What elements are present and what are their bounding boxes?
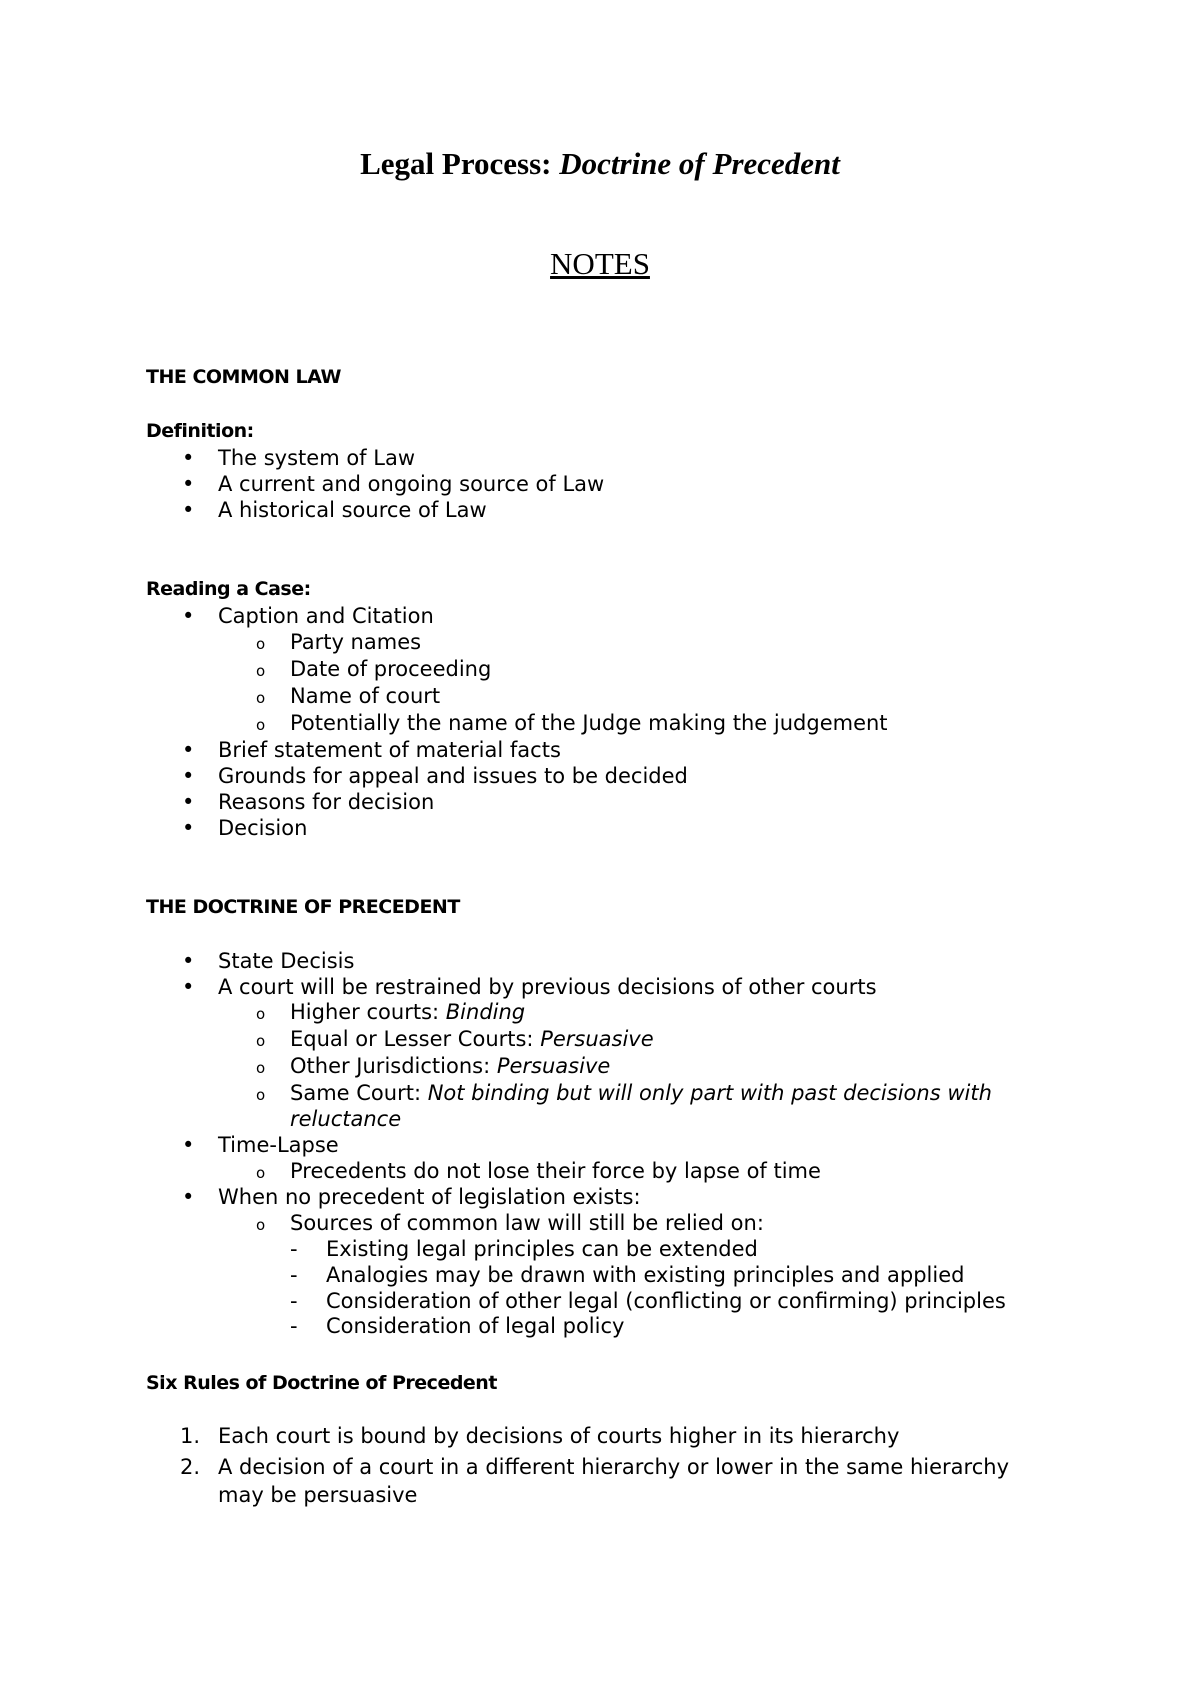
court-label: Same Court:	[290, 1081, 428, 1105]
circle-marker: o	[256, 1032, 266, 1050]
list-item: Date of proceeding	[290, 657, 492, 681]
bullet-marker: •	[182, 975, 195, 999]
list-item: A current and ongoing source of Law	[218, 472, 605, 496]
list-item: Decision	[218, 816, 308, 840]
circle-marker: o	[256, 1086, 266, 1104]
notes-heading: NOTES	[550, 246, 650, 281]
list-item: State Decisis	[218, 949, 355, 973]
bullet-marker: •	[182, 472, 195, 496]
circle-marker: o	[256, 662, 266, 680]
bullet-marker: •	[182, 738, 195, 762]
circle-marker: o	[256, 1005, 266, 1023]
title-main: Legal Process:	[360, 146, 560, 181]
list-item: Analogies may be drawn with existing principles and applied	[326, 1263, 965, 1287]
list-item: Consideration of legal policy	[326, 1314, 625, 1338]
definition-label: Definition:	[146, 420, 254, 442]
list-item: A court will be restrained by previous decisions of other courts	[218, 975, 877, 999]
list-item: Precedents do not lose their force by lapse of time	[290, 1159, 821, 1183]
bullet-marker: •	[182, 790, 195, 814]
list-item	[290, 999, 525, 1025]
bullet-marker: •	[182, 816, 195, 840]
dash-marker: -	[290, 1289, 298, 1313]
dash-marker: -	[290, 1314, 298, 1338]
list-item: Each court is bound by decisions of courts higher in its hierarchy	[218, 1424, 900, 1448]
circle-marker: o	[256, 716, 266, 734]
title-italic: Doctrine of Precedent	[559, 146, 840, 181]
dash-marker: -	[290, 1237, 298, 1261]
bullet-marker: •	[182, 949, 195, 973]
court-value: Persuasive	[496, 1054, 611, 1078]
six-rules-heading: Six Rules of Doctrine of Precedent	[146, 1372, 497, 1394]
list-item	[290, 1053, 610, 1079]
court-label: Other Jurisdictions:	[290, 1054, 497, 1078]
common-law-heading: THE COMMON LAW	[146, 366, 341, 388]
court-label: Higher courts:	[290, 1000, 446, 1024]
list-item: Brief statement of material facts	[218, 738, 561, 762]
circle-marker: o	[256, 1164, 266, 1182]
list-item: Sources of common law will still be relied on:	[290, 1211, 764, 1235]
circle-marker: o	[256, 689, 266, 707]
list-number: 1.	[180, 1424, 201, 1448]
list-item: Party names	[290, 630, 422, 654]
list-item: Consideration of other legal (conflicting or confirming) principles	[326, 1289, 1006, 1313]
circle-marker: o	[256, 635, 266, 653]
circle-marker: o	[256, 1059, 266, 1077]
list-item: Caption and Citation	[218, 604, 434, 628]
bullet-marker: •	[182, 764, 195, 788]
list-item: Reasons for decision	[218, 790, 435, 814]
list-item-continuation: reluctance	[290, 1107, 402, 1131]
bullet-marker: •	[182, 604, 195, 628]
list-item: A historical source of Law	[218, 498, 487, 522]
list-item: Grounds for appeal and issues to be decided	[218, 764, 688, 788]
list-item-continuation: may be persuasive	[218, 1483, 418, 1507]
court-value: Binding	[445, 1000, 526, 1024]
list-item: The system of Law	[218, 446, 415, 470]
bullet-marker: •	[182, 446, 195, 470]
document-title	[0, 144, 1200, 184]
reading-case-label: Reading a Case:	[146, 578, 311, 600]
circle-marker: o	[256, 1216, 266, 1234]
list-number: 2.	[180, 1455, 201, 1479]
court-value: Persuasive	[540, 1027, 654, 1051]
list-item: A decision of a court in a different hierarchy or lower in the same hierarchy	[218, 1455, 1009, 1479]
list-item: Time-Lapse	[218, 1133, 339, 1157]
bullet-marker: •	[182, 1133, 195, 1157]
list-item	[290, 1080, 992, 1106]
bullet-marker: •	[182, 1185, 195, 1209]
list-item: Name of court	[290, 684, 441, 708]
bullet-marker: •	[182, 498, 195, 522]
list-item: Potentially the name of the Judge making the judgement	[290, 711, 888, 735]
dash-marker: -	[290, 1263, 298, 1287]
list-item: When no precedent of legislation exists:	[218, 1185, 641, 1209]
court-value: Not binding but will only part with past decisions with	[427, 1081, 992, 1105]
court-label: Equal or Lesser Courts:	[290, 1027, 541, 1051]
doctrine-heading: THE DOCTRINE OF PRECEDENT	[146, 896, 460, 918]
list-item: Existing legal principles can be extended	[326, 1237, 758, 1261]
list-item	[290, 1026, 654, 1052]
